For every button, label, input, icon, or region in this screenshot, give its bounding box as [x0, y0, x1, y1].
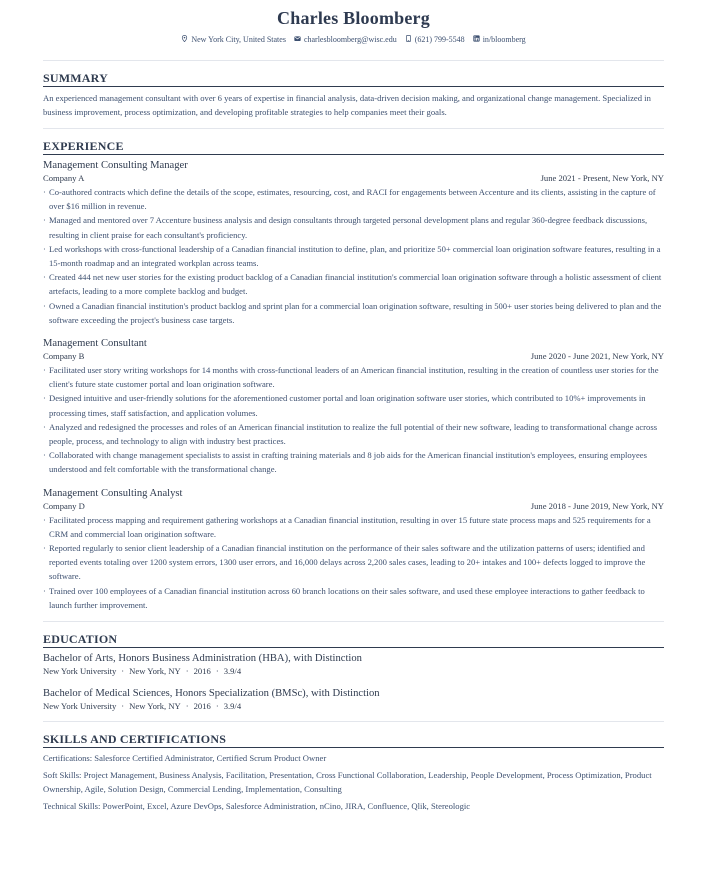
achievement-item: · Trained over 100 employees of a Canadian financial institution across 60 branch locations on their sales software, and used these employee interactions to gather feedback to launch further improvement. [43, 584, 664, 612]
summary-heading: SUMMARY [43, 71, 664, 87]
role-location: , New York, NY [608, 173, 664, 183]
achievement-item: · Facilitated user story writing workshops for 14 months with cross-functional leaders of an American financial institution, resulting in the creation of countless user stories for the client's future state customer portal and loan origination software. [43, 363, 664, 391]
role-dates-location [531, 351, 664, 362]
certifications-line: Certifications: Salesforce Certified Administrator, Certified Scrum Product Owner [43, 753, 327, 764]
achievement-item: · Analyzed and redesigned the processes and roles of an American financial institution to realize the full potential of their new software, leading to transformational change across people, process, and technology to align with industry best practices. [43, 420, 664, 448]
email-link[interactable]: charlesbloomberg@wisc.edu [303, 35, 397, 44]
role-dates-location [541, 173, 664, 184]
school-name: New York University [43, 701, 117, 712]
summary-section [43, 71, 664, 119]
company-name: Company B [43, 351, 85, 362]
role-location: , New York, NY [608, 501, 664, 511]
linkedin-icon [473, 35, 480, 45]
education-meta: New York University · New York, NY · 2016 · 3.9/4 [43, 701, 242, 712]
phone-icon [405, 35, 412, 45]
achievement-item: · Designed intuitive and user-friendly solutions for the aforementioned customer portal and loan origination software user stories, which contributed to 10%+ improvements in processing times, staff satisfaction, and application volumes. [43, 391, 664, 419]
achievement-list [43, 363, 664, 477]
location-pin-icon [181, 35, 188, 45]
candidate-name: Charles Bloomberg [277, 8, 430, 28]
divider [43, 128, 664, 129]
role-meta [43, 173, 664, 184]
education-entry [43, 687, 664, 712]
gpa: 3.9/4 [223, 701, 242, 712]
role-title: Management Consultant [43, 338, 147, 350]
achievement-item: · Co-authored contracts which define the details of the scope, estimates, resourcing, cost, and RACI for engagements between Accenture and its clients, assisting in the capture of over $16 million in revenue. [43, 185, 664, 213]
experience-heading: EXPERIENCE [43, 139, 664, 155]
achievement-item: · Reported regularly to senior client leadership of a Canadian financial institution on the performance of their sales software and the utilization patterns of users; identified and reported events totaling over 1200 system errors, 1300 user errors, and 16,000 delays across 2,200 sales cases, leading to 20+ intakes and 100+ defects logged to improve the software. [43, 541, 664, 584]
school-location: New York, NY [129, 701, 181, 712]
school-location: New York, NY [129, 666, 181, 677]
soft-skills-line: Soft Skills: Project Management, Business Analysis, Facilitation, Presentation, Cross Functional Collaboration, Leadership, People Development, Process Optimization, Product Ownership, Agile, Solution Design, Commercial Lending, Implementation, Consulting [43, 770, 652, 794]
graduation-year: 2016 [193, 701, 211, 712]
achievement-list [43, 513, 664, 612]
achievement-item: · Owned a Canadian financial institution's product backlog and sprint plan for a commercial loan origination software, resulting in 500+ user stories being delivered to plan and the software exceeding the project's business case targets. [43, 299, 664, 327]
achievement-item: · Created 444 net new user stories for the existing product backlog of a Canadian financial institution's commercial loan origination software through a holistic assessment of client artefacts, leading to a more complete backlog and budget. [43, 270, 664, 298]
role-meta [43, 351, 664, 362]
degree-title: Bachelor of Arts, Honors Business Administration (HBA), with Distinction [43, 653, 362, 665]
phone-text[interactable]: (621) 799-5548 [414, 35, 465, 44]
achievement-item: · Collaborated with change management specialists to assist in crafting training materials and 8 job aids for the American financial institution's employees, ensuring employees understood and felt comfortable with the transformational change. [43, 448, 664, 476]
role-dates: June 2020 - June 2021 [530, 351, 609, 362]
achievement-item: · Led workshops with cross-functional leadership of a Canadian financial institution to define, plan, and prioritize 50+ commercial loan origination software features, resulting in a 15-month roadmap and an integrated workplan across teams. [43, 242, 664, 270]
role-dates-location [531, 501, 664, 512]
company-name: Company D [43, 500, 85, 511]
envelope-icon [294, 35, 301, 45]
role-meta [43, 501, 664, 512]
divider [43, 621, 664, 622]
achievement-item: · Managed and mentored over 7 Accenture business analysis and design consultants through targeted personal development plans and regular 360-degree feedback discussions, resulting in client praise for each consultant's proficiency. [43, 213, 664, 241]
education-entry [43, 652, 664, 677]
technical-skills-line: Technical Skills: PowerPoint, Excel, Azure DevOps, Salesforce Administration, nCino, JIRA, Confluence, Qlik, Stereologic [43, 801, 471, 812]
role-entry [43, 337, 664, 477]
contact-phone[interactable] [405, 35, 465, 45]
role-entry [43, 487, 664, 612]
degree-title: Bachelor of Medical Sciences, Honors Specialization (BMSc), with Distinction [43, 688, 380, 700]
skills-section [43, 732, 664, 814]
role-location: , New York, NY [608, 351, 664, 361]
education-section [43, 632, 664, 712]
achievement-item: · Facilitated process mapping and requirement gathering workshops at a Canadian financial institution, resulting in over 15 future state process maps and 525 requirements for a CRM and commercial loan origination software. [43, 513, 664, 541]
gpa: 3.9/4 [223, 666, 242, 677]
achievement-list [43, 185, 664, 327]
contact-location [181, 35, 286, 45]
contact-bar [43, 35, 664, 45]
experience-section [43, 139, 664, 612]
role-dates: June 2021 - Present [540, 173, 609, 183]
graduation-year: 2016 [193, 666, 211, 677]
summary-text: An experienced management consultant with over 6 years of expertise in financial analysis, data-driven decision making, and organizational change management. Specialized in business improvement, process optimization, and developing profitable strategies to help companies meet their goals. [43, 93, 651, 117]
role-entry [43, 159, 664, 327]
contact-email[interactable] [294, 35, 397, 45]
divider [43, 721, 664, 722]
divider [43, 60, 664, 61]
role-title: Management Consulting Analyst [43, 487, 183, 499]
company-name: Company A [43, 173, 85, 183]
location-text: New York City, United States [191, 35, 286, 44]
linkedin-link[interactable]: in/bloomberg [482, 35, 526, 44]
role-dates: June 2018 - June 2019 [530, 500, 609, 511]
skills-heading: SKILLS AND CERTIFICATIONS [43, 732, 664, 748]
education-heading: EDUCATION [43, 632, 664, 648]
role-title: Management Consulting Manager [43, 160, 188, 171]
contact-linkedin[interactable] [473, 35, 526, 45]
education-meta: New York University · New York, NY · 2016 · 3.9/4 [43, 666, 242, 677]
school-name: New York University [43, 666, 117, 677]
